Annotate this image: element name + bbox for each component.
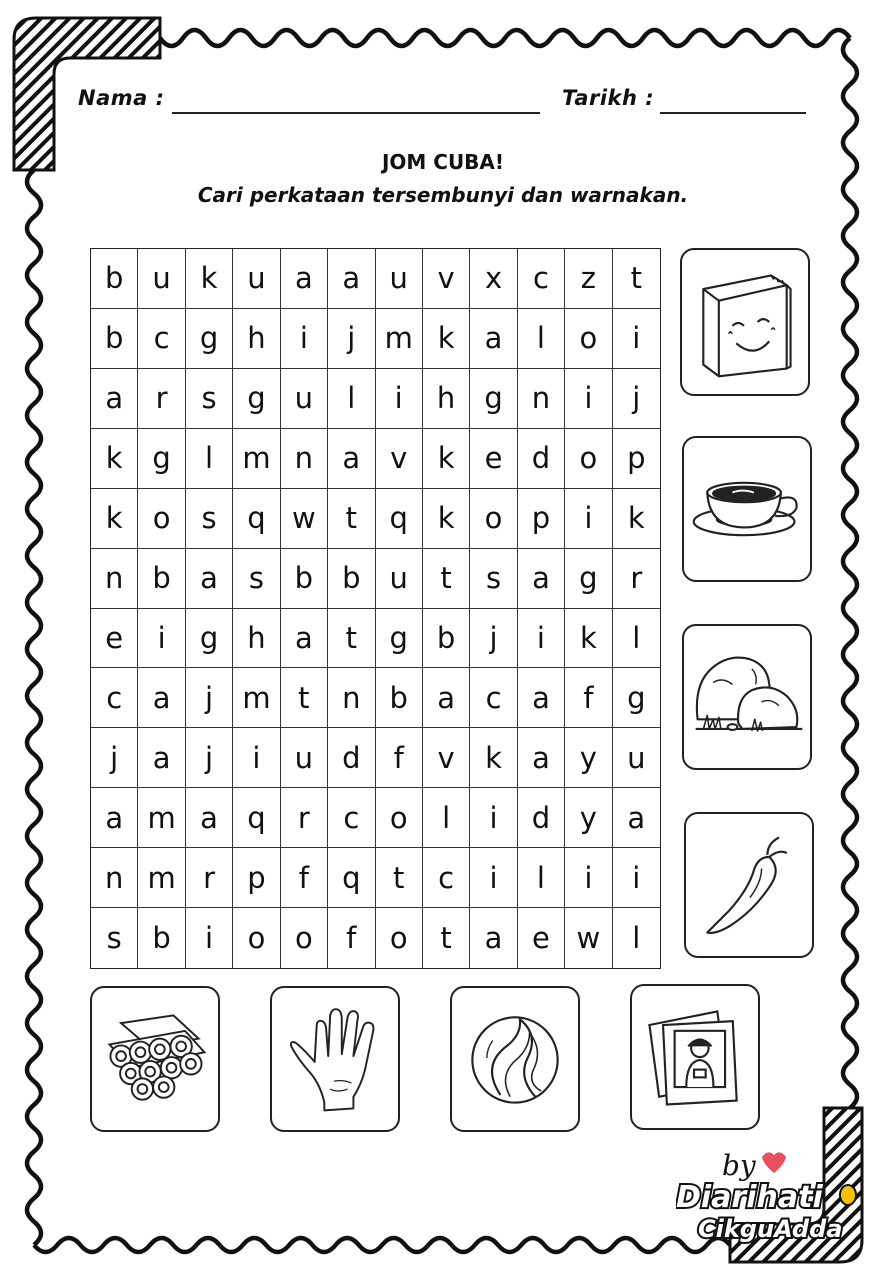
chili-card [684,812,814,958]
grid-cell[interactable]: g [186,309,233,369]
grid-cell[interactable]: a [91,369,138,429]
grid-cell[interactable]: m [233,429,280,489]
grid-cell[interactable]: k [91,429,138,489]
grid-cell[interactable]: t [613,249,660,309]
grid-cell[interactable]: q [328,848,375,908]
hand-icon [272,988,398,1130]
grid-cell[interactable]: a [138,668,185,728]
grid-cell[interactable]: j [91,728,138,788]
grid-cell[interactable]: f [281,848,328,908]
grid-cell[interactable]: k [423,309,470,369]
grid-cell[interactable]: i [138,609,185,669]
grid-cell[interactable]: u [376,549,423,609]
grid-cell[interactable]: p [233,848,280,908]
grid-cell[interactable]: k [423,489,470,549]
grid-cell[interactable]: i [470,788,517,848]
grid-cell[interactable]: q [376,489,423,549]
grid-cell[interactable]: k [613,489,660,549]
grid-cell[interactable]: o [233,908,280,968]
grid-cell[interactable]: a [328,249,375,309]
grid-cell[interactable]: s [91,908,138,968]
grid-cell[interactable]: n [518,369,565,429]
grid-cell[interactable]: u [376,249,423,309]
grid-cell[interactable]: j [186,728,233,788]
grid-cell[interactable]: o [281,908,328,968]
photo-icon [632,986,758,1128]
grid-cell[interactable]: o [376,908,423,968]
rock-card [682,624,812,770]
grid-cell[interactable]: f [376,728,423,788]
grid-cell[interactable]: i [613,309,660,369]
grid-cell[interactable]: t [281,668,328,728]
grid-cell[interactable]: j [470,609,517,669]
grid-cell[interactable]: n [328,668,375,728]
brand-logo [676,1145,876,1255]
grid-cell[interactable]: r [186,848,233,908]
grid-cell[interactable]: y [565,788,612,848]
tarikh-input-line[interactable] [660,112,806,114]
grid-cell[interactable]: r [138,369,185,429]
grid-cell[interactable]: s [186,369,233,429]
grid-cell[interactable]: f [565,668,612,728]
grid-cell[interactable]: k [470,728,517,788]
grid-cell[interactable]: i [565,489,612,549]
grid-cell[interactable]: y [565,728,612,788]
grid-cell[interactable]: k [423,429,470,489]
grid-cell[interactable]: r [613,549,660,609]
grid-cell[interactable]: m [138,788,185,848]
grid-cell[interactable]: a [470,309,517,369]
grid-cell[interactable]: c [423,848,470,908]
grid-cell[interactable]: b [328,549,375,609]
grid-cell[interactable]: t [376,848,423,908]
grid-cell[interactable]: f [328,908,375,968]
grid-cell[interactable]: e [91,609,138,669]
grid-cell[interactable]: v [423,249,470,309]
grid-cell[interactable]: m [376,309,423,369]
grid-cell[interactable]: i [565,369,612,429]
grid-cell[interactable]: g [233,369,280,429]
grid-cell[interactable]: i [186,908,233,968]
grid-cell[interactable]: l [186,429,233,489]
marble-icon [452,988,578,1130]
grid-cell[interactable]: j [613,369,660,429]
grid-cell[interactable]: m [138,848,185,908]
grid-cell[interactable]: e [470,429,517,489]
grid-cell[interactable]: h [233,309,280,369]
grid-cell[interactable]: i [470,848,517,908]
grid-cell[interactable]: j [186,668,233,728]
chili-icon [686,814,812,956]
grid-cell[interactable]: c [91,668,138,728]
grid-cell[interactable]: t [423,908,470,968]
grid-cell[interactable]: i [233,728,280,788]
grid-cell[interactable]: k [565,609,612,669]
grid-cell[interactable]: b [138,908,185,968]
rock-icon [684,626,810,768]
grid-cell[interactable]: e [518,908,565,968]
grid-cell[interactable]: l [328,369,375,429]
grid-cell[interactable]: q [233,489,280,549]
grid-cell[interactable]: i [518,609,565,669]
grid-cell[interactable]: u [281,728,328,788]
logo-by: by [722,1149,756,1182]
grid-cell[interactable]: t [328,489,375,549]
grid-cell[interactable]: c [470,668,517,728]
grid-cell[interactable]: k [91,489,138,549]
grid-cell[interactable]: c [518,249,565,309]
grid-cell[interactable]: a [328,429,375,489]
grid-cell[interactable]: v [376,429,423,489]
grid-cell[interactable]: l [423,788,470,848]
grid-cell[interactable]: a [186,788,233,848]
grid-cell[interactable]: g [186,609,233,669]
grid-cell[interactable]: o [565,309,612,369]
grid-cell[interactable]: x [470,249,517,309]
grid-cell[interactable]: a [470,908,517,968]
grid-cell[interactable]: d [518,429,565,489]
grid-cell[interactable]: b [423,609,470,669]
grid-cell[interactable]: a [423,668,470,728]
grid-cell[interactable]: b [138,549,185,609]
grid-cell[interactable]: n [91,848,138,908]
nama-label: Nama : [78,86,165,110]
grid-cell[interactable]: g [470,369,517,429]
grid-cell[interactable]: g [138,429,185,489]
marble-card [450,986,580,1132]
word-search-grid [90,248,661,969]
grid-cell[interactable]: k [186,249,233,309]
grid-cell[interactable]: v [423,728,470,788]
coffee-cup-icon [684,438,810,580]
grid-cell[interactable]: i [613,848,660,908]
grid-cell[interactable]: o [565,429,612,489]
grid-cell[interactable]: h [233,609,280,669]
grid-cell[interactable]: a [518,728,565,788]
grid-cell[interactable]: l [518,309,565,369]
instruction-text: Cari perkataan tersembunyi dan warnakan. [197,183,689,207]
page-title: JOM CUBA! [381,150,505,174]
coffee-card [682,436,812,582]
grid-cell[interactable]: q [233,788,280,848]
grid-cell[interactable]: w [281,489,328,549]
grid-cell[interactable]: g [565,549,612,609]
grid-cell[interactable]: h [423,369,470,429]
grid-cell[interactable]: p [613,429,660,489]
photo-card [630,984,760,1130]
tarikh-label: Tarikh : [562,86,655,110]
grid-cell[interactable]: o [470,489,517,549]
grid-cell[interactable]: b [91,249,138,309]
grid-cell[interactable]: t [423,549,470,609]
grid-cell[interactable]: u [138,249,185,309]
book-icon [682,250,808,394]
grid-cell[interactable]: o [376,788,423,848]
grid-cell[interactable]: s [186,489,233,549]
grid-cell[interactable]: l [613,609,660,669]
grid-cell[interactable]: a [91,788,138,848]
grid-cell[interactable]: t [328,609,375,669]
logo-line2: CikguAdda [698,1215,843,1243]
grid-cell[interactable]: i [376,369,423,429]
grid-cell[interactable]: i [281,309,328,369]
grid-cell[interactable]: b [91,309,138,369]
grid-cell[interactable]: s [233,549,280,609]
grid-cell[interactable]: u [613,728,660,788]
grid-cell[interactable]: a [518,549,565,609]
book-card [680,248,810,396]
grid-cell[interactable]: b [281,549,328,609]
grid-cell[interactable]: j [328,309,375,369]
grid-cell[interactable]: o [138,489,185,549]
grid-cell[interactable]: p [518,489,565,549]
grid-cell[interactable]: d [518,788,565,848]
grid-cell[interactable]: m [233,668,280,728]
grid-cell[interactable]: z [565,249,612,309]
grid-cell[interactable]: g [376,609,423,669]
grid-cell[interactable]: u [281,369,328,429]
grid-cell[interactable]: l [518,848,565,908]
grid-cell[interactable]: s [470,549,517,609]
grid-cell[interactable]: a [138,728,185,788]
grid-cell[interactable]: g [613,668,660,728]
logs-card [90,986,220,1132]
nama-input-line[interactable] [172,112,540,114]
grid-cell[interactable]: a [186,549,233,609]
grid-cell[interactable]: d [328,728,375,788]
grid-cell[interactable]: l [632,921,641,956]
hand-card [270,986,400,1132]
bee-icon [840,1185,856,1205]
grid-cell[interactable]: a [281,609,328,669]
grid-cell[interactable]: b [376,668,423,728]
heart-icon [762,1152,786,1173]
grid-cell[interactable]: i [565,848,612,908]
grid-cell[interactable]: n [91,549,138,609]
grid-cell[interactable]: u [233,249,280,309]
grid-cell[interactable]: w [565,908,612,968]
grid-cell[interactable]: a [281,249,328,309]
grid-cell[interactable]: a [518,668,565,728]
logs-icon [92,988,218,1130]
grid-cell[interactable]: n [281,429,328,489]
grid-cell[interactable]: c [138,309,185,369]
logo-line1: Diarihati [676,1180,823,1215]
grid-cell[interactable]: a [613,788,660,848]
grid-cell[interactable]: r [281,788,328,848]
grid-cell[interactable]: c [328,788,375,848]
